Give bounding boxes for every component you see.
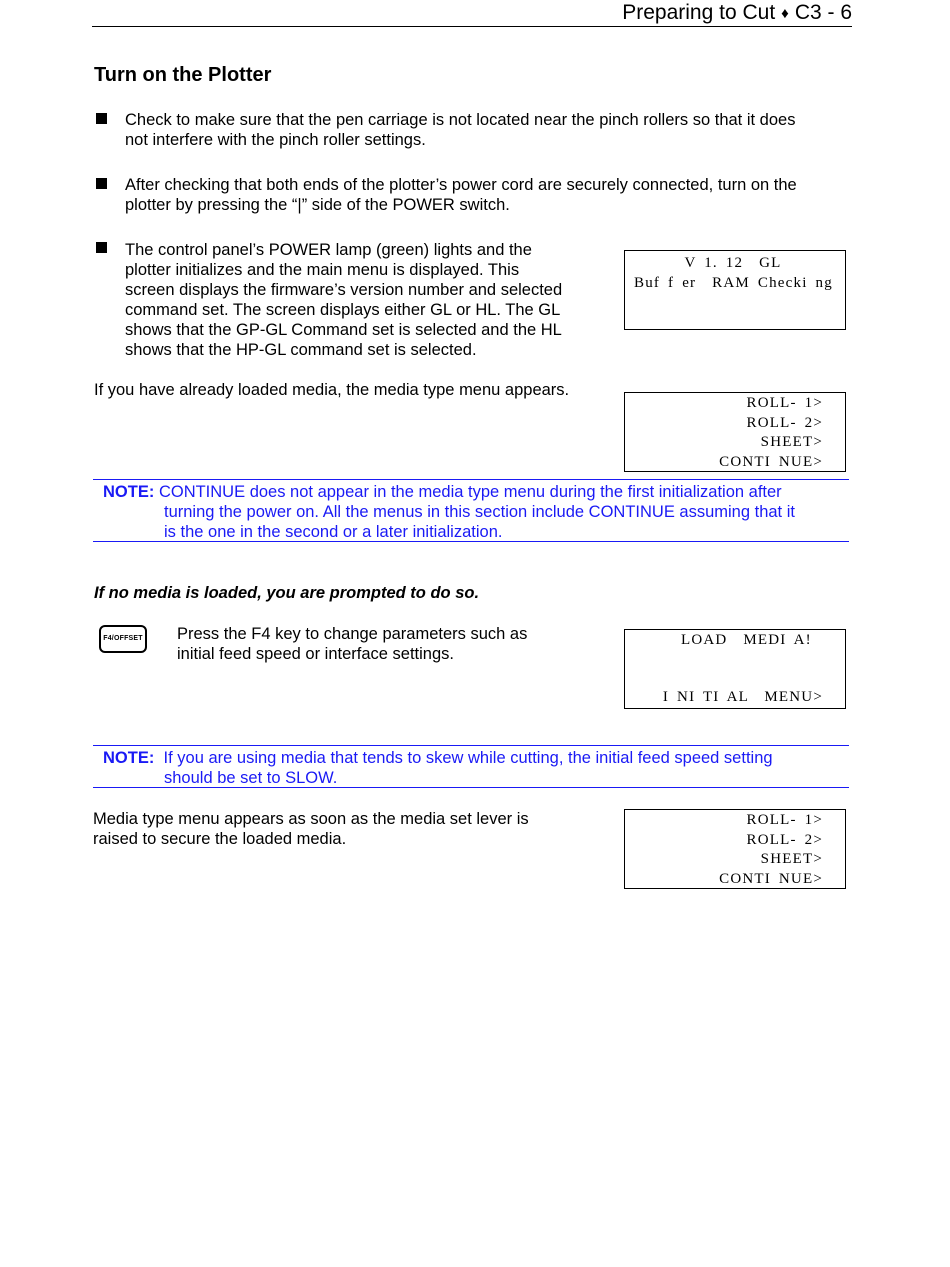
bullet-2-line-2: plotter by pressing the “|” side of the POWER switch. (125, 196, 510, 214)
bullet-3-line: screen displays the firmware’s version number and selected (125, 281, 563, 299)
bullet-paragraph-1 (125, 110, 845, 150)
bullet-1-line-2: not interfere with the pinch roller settings. (125, 131, 426, 149)
note-top-rule (93, 479, 849, 480)
header-section-title: Preparing to Cut (622, 1, 776, 24)
lcd-menu-continue: CONTI NUE> (719, 453, 823, 470)
bullet-paragraph-2 (125, 175, 845, 215)
loaded-media-text: If you have already loaded media, the media type menu appears. (94, 381, 570, 399)
page-header (622, 0, 852, 28)
bullet-paragraph-3 (125, 240, 605, 360)
no-media-heading: If no media is loaded, you are prompted to do so. (94, 584, 480, 602)
note-2 (103, 748, 849, 788)
lcd-buffer-check-line: Buf f er RAM Checki ng (634, 274, 833, 291)
lcd-version-line: V 1. 12 GL (684, 255, 782, 271)
note-1-line-1: CONTINUE does not appear in the media type menu during the first initialization after (158, 483, 782, 501)
bullet-3-line: The control panel’s POWER lamp (green) lights and the (125, 241, 532, 259)
f4-text-line-2: initial feed speed or interface settings. (177, 645, 454, 663)
lcd-menu-sheet: SHEET> (760, 434, 823, 450)
bullet-3-line: command set. The screen displays either GL or HL. The GL (125, 301, 561, 319)
f4-offset-key-icon: F4/OFFSET (99, 625, 147, 653)
note-label: NOTE: (103, 749, 155, 767)
lcd-menu-sheet: SHEET> (760, 851, 823, 867)
note-label: NOTE: (103, 483, 155, 501)
lcd-menu-continue: CONTI NUE> (719, 870, 823, 887)
bullet-1-line-1: Check to make sure that the pen carriage is not located near the pinch rollers so that it does (125, 111, 796, 129)
note-bottom-rule (93, 541, 849, 542)
media-lever-line-1: Media type menu appears as soon as the media set lever is (93, 810, 529, 828)
note-top-rule (93, 745, 849, 746)
bullet-icon (96, 242, 107, 253)
bullet-3-line: plotter initializes and the main menu is displayed. This (125, 261, 520, 279)
bullet-2-line-1: After checking that both ends of the plotter’s power cord are securely connected, turn on the (125, 176, 797, 194)
f4-text-line-1: Press the F4 key to change parameters such as (177, 625, 528, 643)
lcd-version-screen (624, 250, 846, 330)
lcd-media-type-menu (624, 392, 846, 472)
bullet-icon (96, 113, 107, 124)
lcd-menu-roll-1: ROLL- 1> (746, 395, 823, 411)
note-1 (103, 482, 849, 542)
lcd-initial-menu-line: I NI TI AL MENU> (662, 688, 823, 705)
f4-key-instructions (177, 624, 597, 664)
bullet-3-line: shows that the GP-GL Command set is selected and the HL (125, 321, 562, 339)
bullet-3-line: shows that the HP-GL command set is selected. (125, 341, 477, 359)
lcd-load-media-screen (624, 629, 846, 709)
media-lever-text (93, 809, 593, 849)
lcd-menu-roll-2: ROLL- 2> (746, 414, 823, 431)
bullet-icon (96, 178, 107, 189)
lcd-load-media-line: LOAD MEDI A! (681, 632, 812, 648)
diamond-icon: ♦ (781, 5, 789, 22)
note-1-line-2: turning the power on. All the menus in this section include CONTINUE assuming that it (164, 503, 795, 521)
note-1-line-3: is the one in the second or a later initialization. (164, 523, 503, 541)
note-bottom-rule (93, 787, 849, 788)
lcd-media-type-menu (624, 809, 846, 889)
lcd-menu-roll-2: ROLL- 2> (746, 831, 823, 848)
page-number: C3 - 6 (794, 1, 852, 24)
note-2-line-1: If you are using media that tends to skew while cutting, the initial feed speed setting (163, 749, 773, 767)
media-lever-line-2: raised to secure the loaded media. (93, 830, 347, 848)
section-title: Turn on the Plotter (94, 64, 272, 86)
lcd-menu-roll-1: ROLL- 1> (746, 812, 823, 828)
note-2-line-2: should be set to SLOW. (164, 769, 338, 787)
header-rule (92, 26, 852, 27)
